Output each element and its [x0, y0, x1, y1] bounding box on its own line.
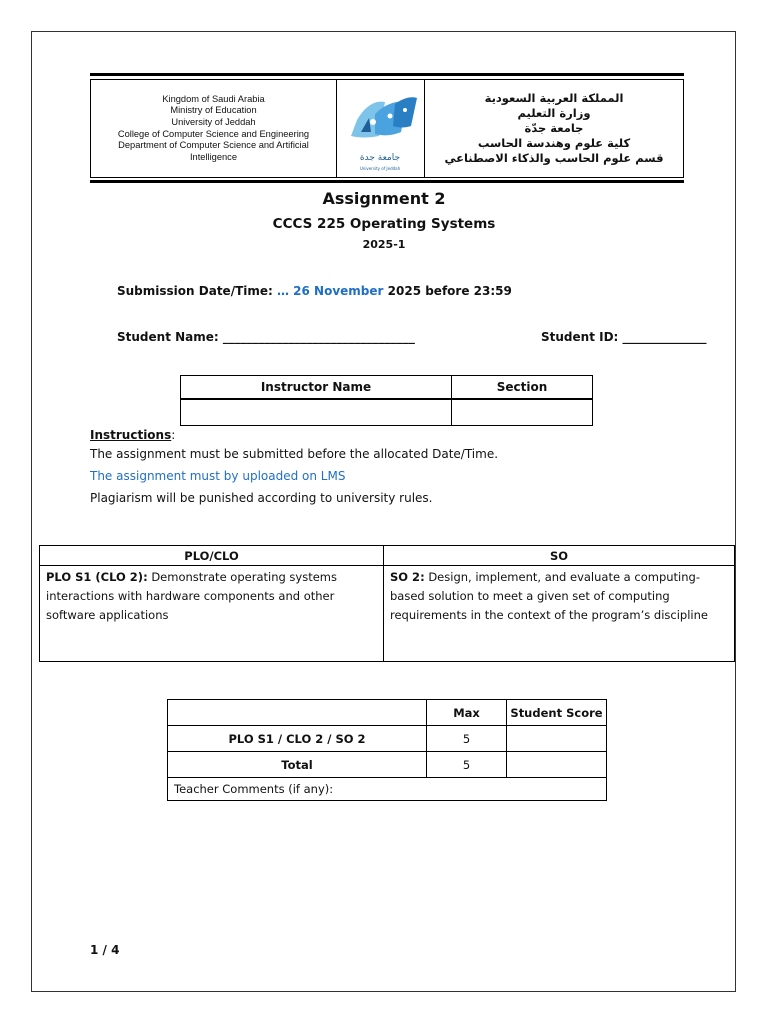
header-line-ministry: Ministry of Education: [170, 105, 257, 116]
instruction-3: Plagiarism will be punished according to university rules.: [90, 491, 433, 505]
instructions-colon: :: [171, 428, 176, 442]
so-cell: [384, 566, 735, 662]
total-row-student-score[interactable]: [507, 752, 607, 778]
assignment-title: Assignment 2: [322, 189, 446, 208]
max-header: Max: [427, 700, 507, 726]
instructions-heading-line: [90, 428, 175, 442]
student-score-header: Student Score: [507, 700, 607, 726]
so-description: Design, implement, and evaluate a computing-based solution to meet a given set of computing requirements in the context of the program’s discipline: [390, 570, 708, 622]
plo-code: PLO S1 (CLO 2):: [46, 570, 148, 584]
score-row-student-score[interactable]: [507, 726, 607, 752]
submission-label: Submission Date/Time:: [117, 284, 273, 298]
score-header-blank: [168, 700, 427, 726]
course-title: CCCS 225 Operating Systems: [272, 216, 496, 232]
header-line-country: Kingdom of Saudi Arabia: [162, 93, 265, 104]
header-line-department: Department of Computer Science and Artificial Intelligence: [118, 140, 309, 162]
student-name-field[interactable]: Student Name: ________________________________: [117, 330, 415, 344]
instruction-1: The assignment must be submitted before the allocated Date/Time.: [90, 447, 499, 461]
plo-cell: [40, 566, 384, 662]
header-ar-department: قسم علوم الحاسب والذكاء الاصطناعي: [444, 151, 664, 165]
header-line-university: University of Jeddah: [171, 116, 256, 127]
score-row-max: 5: [427, 726, 507, 752]
header-ar-university: جامعة جدّة: [524, 121, 584, 135]
logo-english-text: University of Jeddah: [359, 166, 401, 171]
score-table: [167, 699, 607, 801]
header-ar-college: كلية علوم وهندسة الحاسب: [477, 136, 631, 150]
section-header: Section: [452, 376, 593, 400]
student-id-field[interactable]: Student ID: ______________: [541, 330, 707, 344]
university-logo: [337, 80, 425, 177]
letterhead-arabic: [425, 80, 683, 177]
header-ar-ministry: وزارة التعليم: [517, 106, 591, 120]
letterhead: [90, 73, 684, 183]
submission-time: 2025 before 23:59: [387, 284, 512, 298]
instructions-heading: Instructions: [90, 428, 172, 442]
total-row-label: Total: [168, 752, 427, 778]
teacher-comments[interactable]: Teacher Comments (if any):: [168, 778, 607, 801]
instruction-2: The assignment must by uploaded on LMS: [90, 469, 346, 483]
score-row-label: PLO S1 / CLO 2 / SO 2: [168, 726, 427, 752]
instructor-name-header: Instructor Name: [181, 376, 452, 400]
total-row-max: 5: [427, 752, 507, 778]
so-code: SO 2:: [390, 570, 425, 584]
university-logo-icon: [337, 80, 424, 182]
submission-line: [117, 284, 512, 298]
letterhead-english: [91, 80, 337, 177]
header-line-college: College of Computer Science and Engineering: [117, 128, 310, 139]
page-number: 1 / 4: [90, 943, 120, 957]
section-cell[interactable]: [452, 399, 593, 426]
logo-arabic-text: جامعة جدة: [359, 153, 401, 163]
plo-description: Demonstrate operating systems interactions with hardware components and other software applications: [46, 570, 338, 622]
so-header: SO: [384, 546, 735, 566]
submission-date: … 26 November: [277, 284, 384, 298]
header-ar-country: المملكة العربية السعودية: [484, 91, 624, 105]
instructor-name-cell[interactable]: [181, 399, 452, 426]
plo-clo-header: PLO/CLO: [40, 546, 384, 566]
instructor-table: [180, 375, 593, 426]
term: 2025-1: [362, 238, 406, 251]
plo-so-table: [39, 545, 735, 662]
